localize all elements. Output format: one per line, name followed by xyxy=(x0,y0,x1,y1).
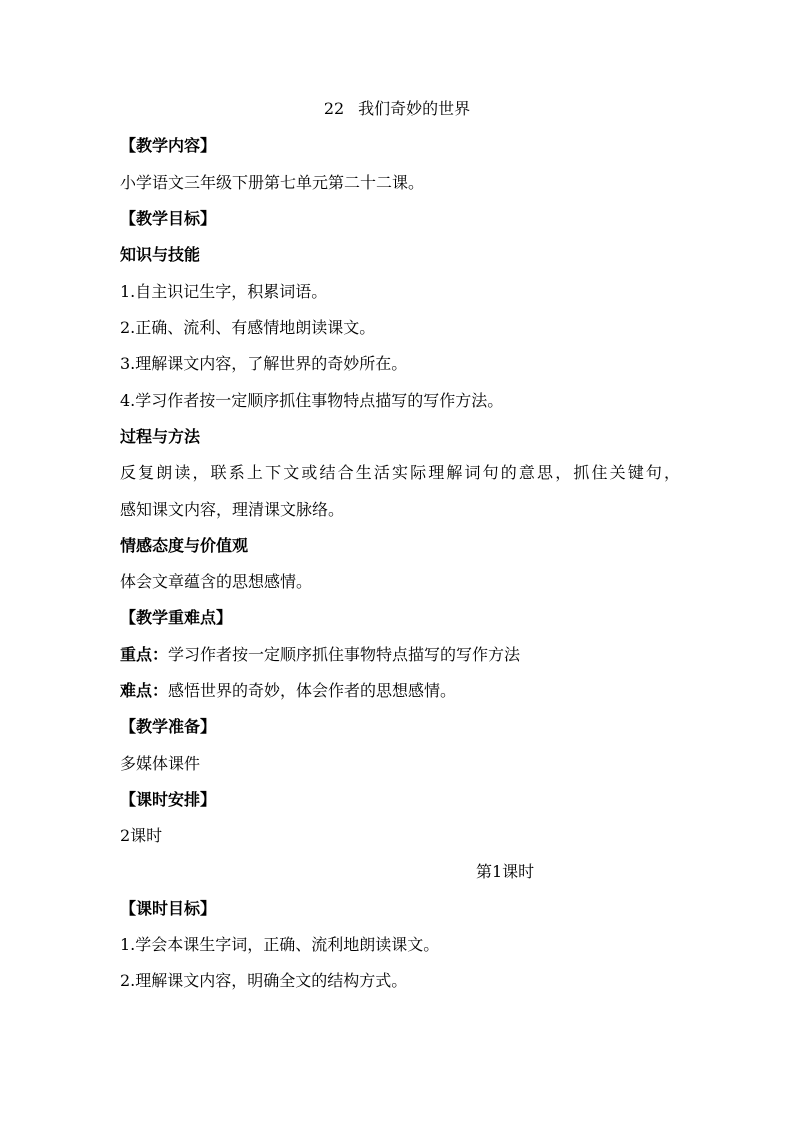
emotion-text: 体会文章蕴含的思想感情。 xyxy=(120,572,313,591)
knowledge-item-2: 2.正确、流利、有感情地朗读课文。 xyxy=(120,318,376,337)
knowledge-item-1: 1.自主识记生字，积累词语。 xyxy=(120,282,328,301)
content-text: 小学语文三年级下册第七单元第二十二课。 xyxy=(120,173,425,192)
section-heading-prep: 【教学准备】 xyxy=(120,717,217,736)
section-heading-key-difficult: 【教学重难点】 xyxy=(120,608,233,627)
key-point-line xyxy=(120,645,680,665)
section-heading-content: 【教学内容】 xyxy=(120,136,217,155)
difficult-label: 难点： xyxy=(120,681,169,700)
title-number: 22 xyxy=(323,99,345,118)
knowledge-item-3: 3.理解课文内容，了解世界的奇妙所在。 xyxy=(120,354,408,373)
key-label: 重点： xyxy=(120,645,169,664)
section-heading-schedule: 【课时安排】 xyxy=(120,790,217,809)
lesson-goal-1: 1.学会本课生字词，正确、流利地朗读课文。 xyxy=(120,935,440,954)
key-text: 学习作者按一定顺序抓住事物特点描写的写作方法 xyxy=(168,645,521,664)
difficult-text: 感悟世界的奇妙，体会作者的思想感情。 xyxy=(168,681,457,700)
page-title xyxy=(0,99,794,119)
emotion-heading: 情感态度与价值观 xyxy=(120,536,249,555)
section-heading-lesson-goals: 【课时目标】 xyxy=(120,899,217,918)
lesson-goal-2: 2.理解课文内容，明确全文的结构方式。 xyxy=(120,971,408,990)
title-text: 我们奇妙的世界 xyxy=(358,99,471,118)
prep-text: 多媒体课件 xyxy=(120,754,201,773)
process-text-line-1: 反复朗读，联系上下文或结合生活实际理解词句的意思，抓住关键句， xyxy=(120,463,680,482)
process-heading: 过程与方法 xyxy=(120,427,201,446)
knowledge-heading: 知识与技能 xyxy=(120,245,201,264)
section-heading-goals: 【教学目标】 xyxy=(120,209,217,228)
knowledge-item-4: 4.学习作者按一定顺序抓住事物特点描写的写作方法。 xyxy=(120,391,504,410)
difficult-point-line xyxy=(120,681,680,701)
lesson-label: 第1课时 xyxy=(476,862,535,881)
schedule-text: 2课时 xyxy=(120,826,163,845)
process-text-line-2: 感知课文内容，理清课文脉络。 xyxy=(120,500,345,519)
